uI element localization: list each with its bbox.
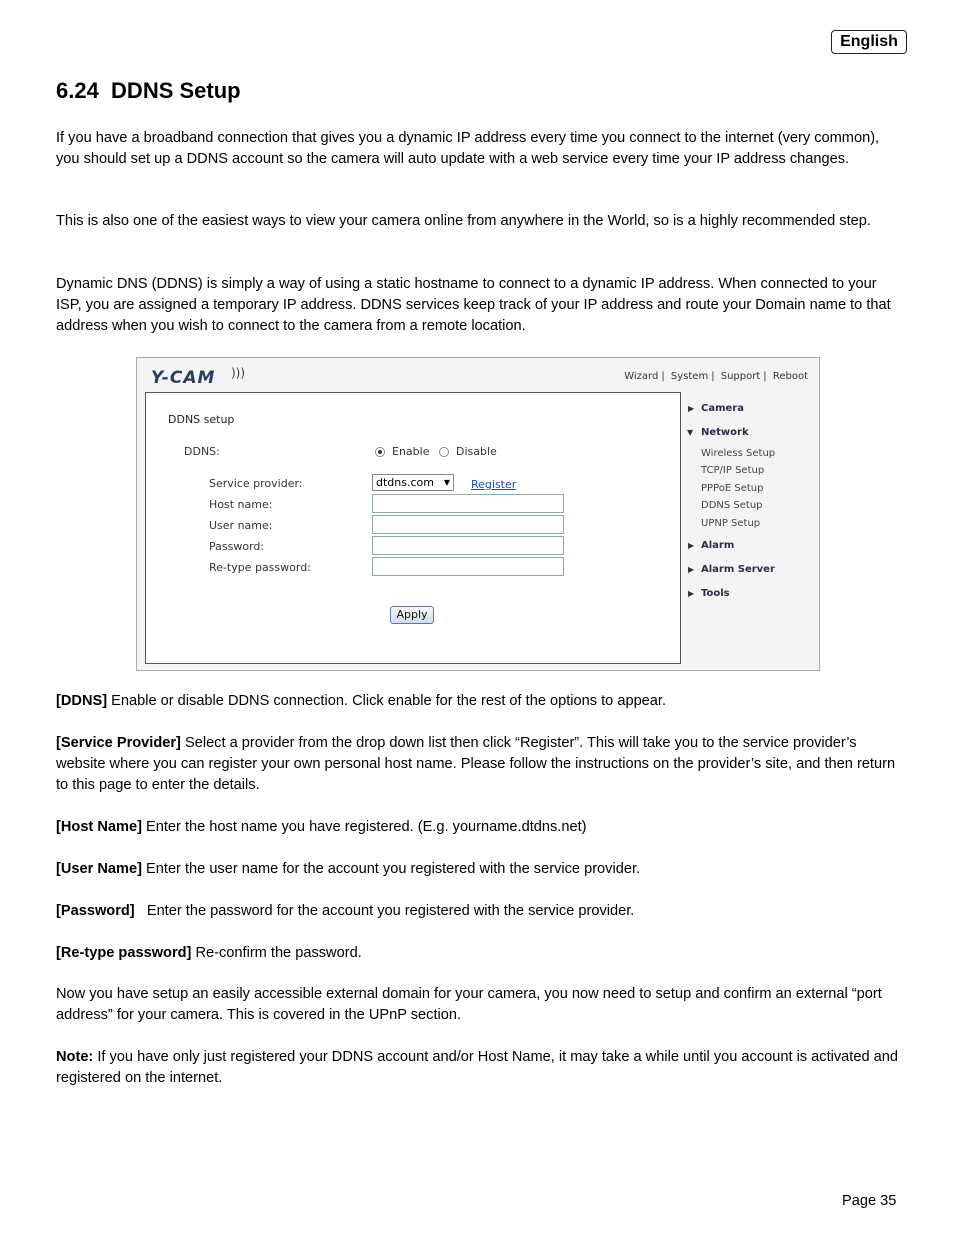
- caret-right-icon: ▶: [688, 589, 695, 598]
- desc-text: Enable or disable DDNS connection. Click enable for the rest of the options to appear.: [107, 693, 667, 709]
- service-provider-label: Service provider:: [209, 477, 303, 490]
- panel-title: DDNS setup: [168, 413, 235, 426]
- desc-text: Re-confirm the password.: [191, 945, 362, 961]
- desc-text: Enter the password for the account you registered with the service provider.: [134, 903, 635, 919]
- host-name-input[interactable]: [372, 494, 564, 513]
- language-badge: English: [831, 30, 907, 54]
- caret-right-icon: ▶: [688, 541, 695, 550]
- desc-term: [Service Provider]: [56, 735, 181, 751]
- retype-password-input[interactable]: [372, 557, 564, 576]
- nav-system[interactable]: System: [670, 371, 709, 382]
- desc-term: [DDNS]: [56, 693, 108, 709]
- desc-term: [Password]: [56, 903, 135, 919]
- desc-retype-password: [56, 943, 906, 964]
- intro-paragraph-3: Dynamic DNS (DDNS) is simply a way of using a static hostname to connect to a dynamic IP address. When connected to your ISP, you are assigned a temporary IP address. DDNS services keep track of your IP address and route your Domain name to that address when you wish to connect to the camera from a remote location.: [56, 276, 891, 334]
- ddns-form-panel: [145, 392, 681, 664]
- sidebar-camera[interactable]: Camera: [701, 403, 744, 414]
- page-number: Page 35: [842, 1193, 897, 1209]
- sidebar-upnp-setup[interactable]: UPNP Setup: [701, 518, 761, 529]
- host-name-label: Host name:: [209, 498, 273, 511]
- note-term: Note:: [56, 1049, 94, 1065]
- nav-wizard[interactable]: Wizard: [624, 371, 659, 382]
- service-provider-value: dtdns.com: [376, 476, 434, 489]
- nav-reboot[interactable]: Reboot: [772, 371, 808, 382]
- ycam-logo: Y-CAM: [151, 368, 216, 388]
- intro-paragraph-2: This is also one of the easiest ways to view your camera online from anywhere in the World, so is a highly recommended step.: [56, 213, 871, 229]
- desc-text: Enter the user name for the account you registered with the service provider.: [141, 861, 641, 877]
- service-provider-select[interactable]: [372, 474, 454, 491]
- user-name-input[interactable]: [372, 515, 564, 534]
- desc-term: [Host Name]: [56, 819, 142, 835]
- note-paragraph: [56, 1047, 906, 1089]
- desc-password: [56, 901, 906, 922]
- user-name-label: User name:: [209, 519, 273, 532]
- desc-text: Enter the host name you have registered. (E.g. yourname.dtdns.net): [141, 819, 587, 835]
- retype-password-label: Re-type password:: [209, 561, 311, 574]
- ddns-enable-radio[interactable]: [375, 447, 385, 457]
- sidebar-alarm-server[interactable]: Alarm Server: [701, 564, 775, 575]
- nav-support[interactable]: Support: [720, 371, 761, 382]
- apply-button[interactable]: Apply: [390, 606, 434, 624]
- desc-user-name: [56, 859, 906, 880]
- closing-paragraph: Now you have setup an easily accessible external domain for your camera, you now need to setup and confirm an external “port address” for your camera. This is covered in the UPnP section.: [56, 986, 882, 1023]
- register-link[interactable]: Register: [471, 478, 517, 491]
- intro-paragraph-1: If you have a broadband connection that gives you a dynamic IP address every time you connect to the internet (very common), you should set up a DDNS account so the camera will auto update with a web service every time your IP address changes.: [56, 130, 880, 167]
- desc-term: [User Name]: [56, 861, 142, 877]
- enable-label: Enable: [392, 445, 430, 458]
- desc-service-provider: [56, 733, 906, 796]
- password-input[interactable]: [372, 536, 564, 555]
- desc-term: [Re-type password]: [56, 945, 192, 961]
- desc-text: Select a provider from the drop down list then click “Register”. This will take you to the service provider’s website where you can register your own personal host name. Please follow the instructions on the provider’s site, and then return to this page to enter the details.: [56, 735, 896, 793]
- page-title: 6.24 DDNS Setup: [56, 78, 241, 103]
- ddns-label: DDNS:: [184, 445, 220, 458]
- caret-right-icon: ▶: [688, 565, 695, 574]
- top-navigation: Wizard | System | Support | Reboot: [624, 371, 808, 382]
- chevron-down-icon: ▼: [443, 478, 450, 487]
- sidebar-alarm[interactable]: Alarm: [701, 540, 735, 551]
- sidebar-network[interactable]: Network: [701, 427, 749, 438]
- ddns-disable-radio[interactable]: [439, 447, 449, 457]
- sidebar-tools[interactable]: Tools: [701, 588, 730, 599]
- sidebar-wireless-setup[interactable]: Wireless Setup: [701, 448, 776, 459]
- desc-ddns: [56, 691, 906, 712]
- ddns-setup-screenshot: [136, 357, 820, 671]
- sidebar-ddns-setup[interactable]: DDNS Setup: [701, 500, 763, 511]
- note-text: If you have only just registered your DDNS account and/or Host Name, it may take a while until you account is activated and registered on the internet.: [56, 1049, 898, 1086]
- disable-label: Disable: [456, 445, 497, 458]
- caret-right-icon: ▶: [688, 404, 695, 413]
- desc-host-name: [56, 817, 906, 838]
- wireless-signal-icon: ))): [231, 366, 246, 380]
- sidebar-tcpip-setup[interactable]: TCP/IP Setup: [701, 465, 765, 476]
- sidebar-pppoe-setup[interactable]: PPPoE Setup: [701, 483, 764, 494]
- password-label: Password:: [209, 540, 265, 553]
- caret-down-icon: ▼: [687, 428, 694, 437]
